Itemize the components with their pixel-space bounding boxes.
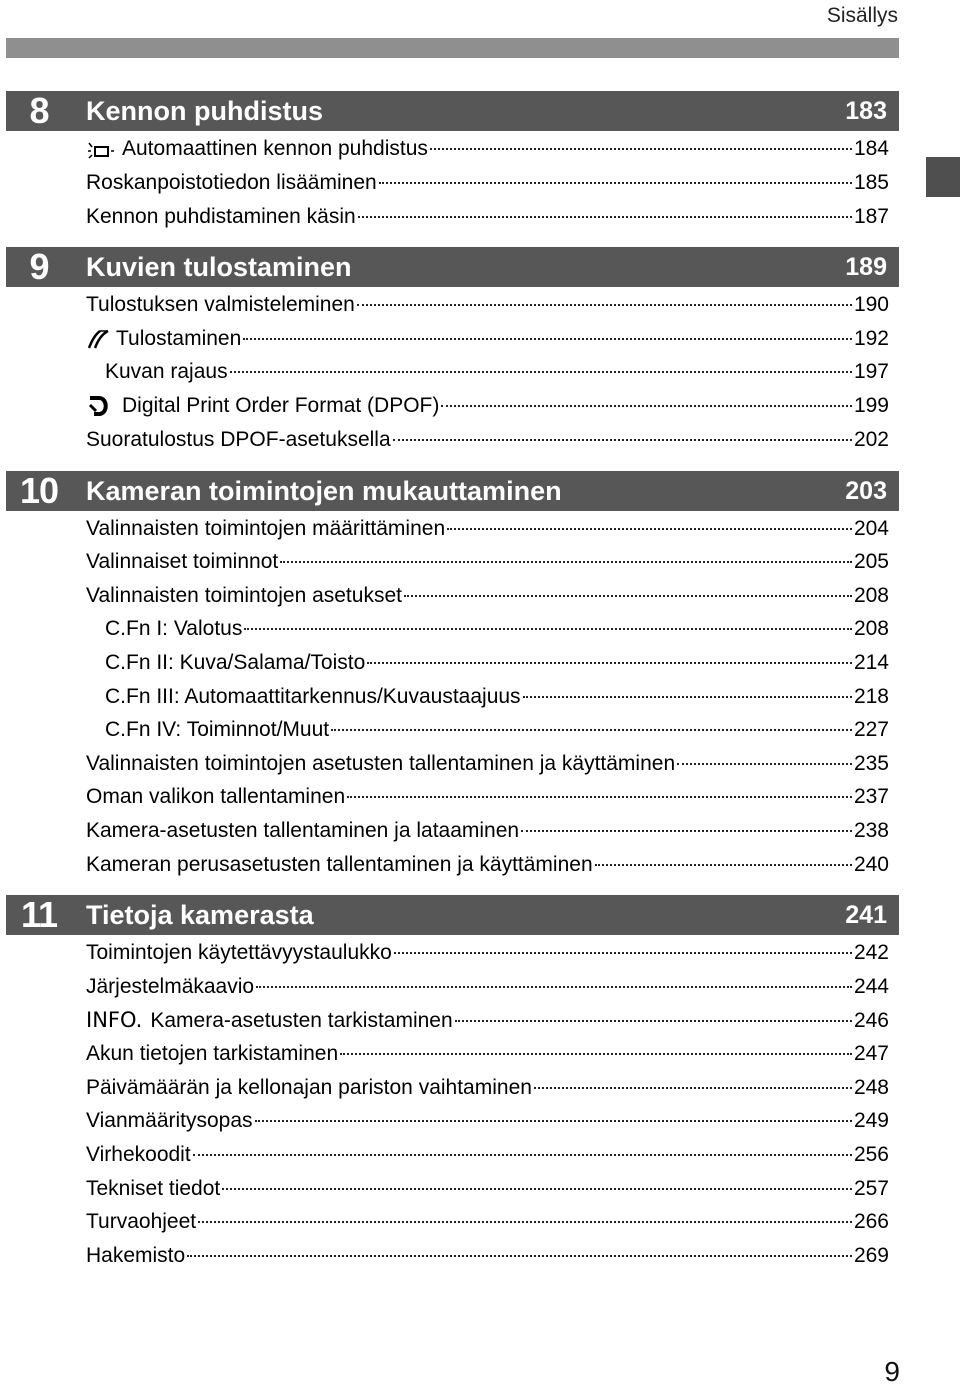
toc-entry-manual-sensor-cleaning[interactable]	[86, 202, 889, 232]
dot-leader	[404, 595, 852, 597]
dot-leader	[256, 986, 852, 988]
toc-entry-page: 208	[853, 584, 889, 607]
toc-entry-page: 192	[853, 327, 889, 350]
toc-entry-page: 185	[853, 171, 889, 194]
toc-entry-label: Digital Print Order Format (DPOF)	[122, 394, 440, 417]
toc-entry-page: 240	[853, 853, 889, 876]
toc-entry-custom-function-settings[interactable]	[86, 581, 889, 611]
chapter-page: 183	[845, 97, 887, 125]
header-rule	[6, 38, 899, 58]
pictbridge-icon	[86, 328, 112, 350]
toc-entry-function-table[interactable]	[86, 938, 889, 968]
toc-entry-label: Suoratulostus DPOF-asetuksella	[86, 428, 391, 451]
dot-leader	[358, 216, 852, 218]
toc-entry-trimming[interactable]	[105, 357, 889, 387]
chapter-number: 8	[29, 90, 49, 131]
toc-entry-page: 205	[853, 550, 889, 573]
dot-leader	[347, 796, 852, 798]
dot-leader	[447, 528, 852, 530]
chapter-heading-11[interactable]	[6, 895, 899, 935]
dot-leader	[677, 763, 852, 765]
toc-entry-camera-settings-save-load[interactable]	[86, 816, 889, 846]
toc-entry-label: Tulostaminen	[116, 327, 242, 350]
dot-leader	[331, 729, 852, 731]
toc-entry-label: Järjestelmäkaavio	[86, 975, 255, 998]
toc-entry-label: Turvaohjeet	[86, 1210, 197, 1233]
toc-entry-battery-info[interactable]	[86, 1039, 889, 1069]
chapter-page: 203	[845, 477, 887, 505]
chapter-title: Kennon puhdistus	[86, 96, 323, 126]
toc-entry-page: 237	[853, 785, 889, 808]
dot-leader	[255, 1120, 852, 1122]
toc-entry-label: Valinnaiset toiminnot	[86, 550, 279, 573]
toc-entry-label: Kennon puhdistaminen käsin	[86, 205, 356, 228]
toc-entry-page: 214	[853, 651, 889, 674]
toc-entry-page: 249	[853, 1109, 889, 1132]
toc-entry-page: 199	[853, 394, 889, 417]
toc-entry-custom-functions[interactable]	[86, 547, 889, 577]
toc-entry-safety[interactable]	[86, 1207, 889, 1237]
toc-entry-page: 266	[853, 1210, 889, 1233]
toc-entry-page: 256	[853, 1143, 889, 1166]
toc-entry-system-map[interactable]	[86, 972, 889, 1002]
chapter-heading-9[interactable]	[6, 247, 899, 287]
dot-leader	[193, 1154, 852, 1156]
toc-entry-label: Valinnaisten toimintojen asetukset	[86, 584, 402, 607]
toc-entry-basic-settings[interactable]	[86, 850, 889, 880]
toc-entry-label: Kameran perusasetusten tallentaminen ja käyttäminen	[86, 853, 593, 876]
dot-leader	[222, 1188, 852, 1190]
toc-entry-page: 244	[853, 975, 889, 998]
toc-entry-print-preparation[interactable]	[86, 290, 889, 320]
toc-entry-dpof[interactable]	[86, 391, 889, 421]
toc-entry-page: 257	[853, 1177, 889, 1200]
toc-entry-troubleshooting[interactable]	[86, 1106, 889, 1136]
toc-entry-label: Toimintojen käytettävyystaulukko	[86, 941, 392, 964]
dot-leader	[244, 628, 852, 630]
chapter-side-tab	[926, 157, 960, 197]
toc-entry-page: 247	[853, 1042, 889, 1065]
toc-entry-label: C.Fn III: Automaattitarkennus/Kuvaustaajuus	[105, 685, 521, 708]
dot-leader	[340, 1053, 852, 1055]
dot-leader	[187, 1255, 852, 1257]
toc-entry-label: C.Fn I: Valotus	[105, 617, 243, 640]
toc-entry-index[interactable]	[86, 1241, 889, 1271]
toc-entry-label: Hakemisto	[86, 1244, 186, 1267]
toc-entry-page: 269	[853, 1244, 889, 1267]
dot-leader	[521, 830, 852, 832]
dot-leader	[394, 952, 852, 954]
toc-entry-page: 184	[853, 137, 889, 160]
toc-entry-label: Valinnaisten toimintojen määrittäminen	[86, 517, 446, 540]
toc-entry-custom-function-setting[interactable]	[86, 514, 889, 544]
toc-entry-page: 235	[853, 752, 889, 775]
toc-entry-label: Kuvan rajaus	[105, 360, 228, 383]
chapter-heading-10[interactable]	[6, 471, 899, 511]
chapter-title: Tietoja kamerasta	[86, 900, 314, 930]
toc-entry-label: Kamera-asetusten tallentaminen ja lataaminen	[86, 819, 520, 842]
toc-entry-page: 204	[853, 517, 889, 540]
toc-entry-page: 190	[853, 293, 889, 316]
toc-entry-label: Automaattinen kennon puhdistus	[122, 137, 428, 160]
toc-entry-clock-battery[interactable]	[86, 1073, 889, 1103]
toc-entry-cfn-4[interactable]	[105, 715, 889, 745]
toc-entry-page: 248	[853, 1076, 889, 1099]
dot-leader	[230, 371, 852, 373]
toc-entry-cfn-1[interactable]	[105, 614, 889, 644]
toc-entry-label: Akun tietojen tarkistaminen	[86, 1042, 339, 1065]
dot-leader	[441, 405, 852, 407]
dot-leader	[198, 1221, 852, 1223]
dot-leader	[243, 338, 852, 340]
dot-leader	[379, 182, 852, 184]
toc-entry-label: Virhekoodit	[86, 1143, 191, 1166]
toc-entry-page: 218	[853, 685, 889, 708]
toc-entry-label: Tulostuksen valmisteleminen	[86, 293, 355, 316]
chapter-number: 10	[19, 470, 59, 511]
dot-leader	[595, 864, 852, 866]
toc-entry-label: Tekniset tiedot	[86, 1177, 221, 1200]
toc-entry-page: 208	[853, 617, 889, 640]
chapter-number: 9	[29, 246, 49, 287]
dot-leader	[430, 148, 852, 150]
toc-entry-specifications[interactable]	[86, 1174, 889, 1204]
toc-entry-label: Oman valikon tallentaminen	[86, 785, 346, 808]
toc-entry-page: 197	[853, 360, 889, 383]
toc-entry-label: C.Fn II: Kuva/Salama/Toisto	[105, 651, 366, 674]
toc-entry-page: 246	[853, 1009, 889, 1032]
toc-entry-page: 227	[853, 718, 889, 741]
chapter-title: Kuvien tulostaminen	[86, 252, 352, 282]
section-header-label: Sisällys	[826, 4, 898, 27]
toc-entry-cfn-2[interactable]	[105, 648, 889, 678]
dot-leader	[534, 1087, 852, 1089]
dot-leader	[280, 561, 852, 563]
chapter-heading-8[interactable]	[6, 91, 899, 131]
toc-entry-error-codes[interactable]	[86, 1140, 889, 1170]
toc-entry-printing[interactable]	[86, 324, 889, 354]
dpof-print-icon	[86, 395, 116, 417]
toc-entry-cfn-3[interactable]	[105, 682, 889, 712]
toc-entry-dust-delete-data[interactable]	[86, 168, 889, 198]
toc-entry-auto-sensor-cleaning[interactable]	[86, 134, 889, 164]
toc-entry-check-camera-settings[interactable]	[86, 1005, 889, 1035]
dot-leader	[357, 304, 852, 306]
dot-leader	[523, 696, 852, 698]
chapter-page: 189	[845, 253, 887, 281]
toc-entry-label: Valinnaisten toimintojen asetusten tallentaminen ja käyttäminen	[86, 752, 676, 775]
toc-entry-page: 238	[853, 819, 889, 842]
info-button-icon: INFO.	[86, 1008, 143, 1032]
toc-entry-label: Päivämäärän ja kellonajan pariston vaihtaminen	[86, 1076, 532, 1099]
toc-entry-page: 187	[853, 205, 889, 228]
toc-entry-page: 242	[853, 941, 889, 964]
dot-leader	[393, 439, 852, 441]
dot-leader	[367, 662, 852, 664]
toc-entry-direct-print-dpof[interactable]	[86, 425, 889, 455]
toc-entry-my-menu[interactable]	[86, 782, 889, 812]
toc-entry-label: Kamera-asetusten tarkistaminen	[150, 1009, 453, 1032]
toc-entry-label: Roskanpoistotiedon lisääminen	[86, 171, 377, 194]
dot-leader	[455, 1020, 852, 1022]
toc-entry-save-custom-functions[interactable]	[86, 749, 889, 779]
toc-entry-label: C.Fn IV: Toiminnot/Muut	[105, 718, 330, 741]
page-number: 9	[884, 1356, 900, 1387]
toc-entry-label: Vianmääritysopas	[86, 1109, 253, 1132]
chapter-title: Kameran toimintojen mukauttaminen	[86, 476, 562, 506]
chapter-number: 11	[20, 894, 58, 935]
sensor-clean-icon	[86, 138, 116, 160]
chapter-page: 241	[845, 901, 887, 929]
toc-entry-page: 202	[853, 428, 889, 451]
